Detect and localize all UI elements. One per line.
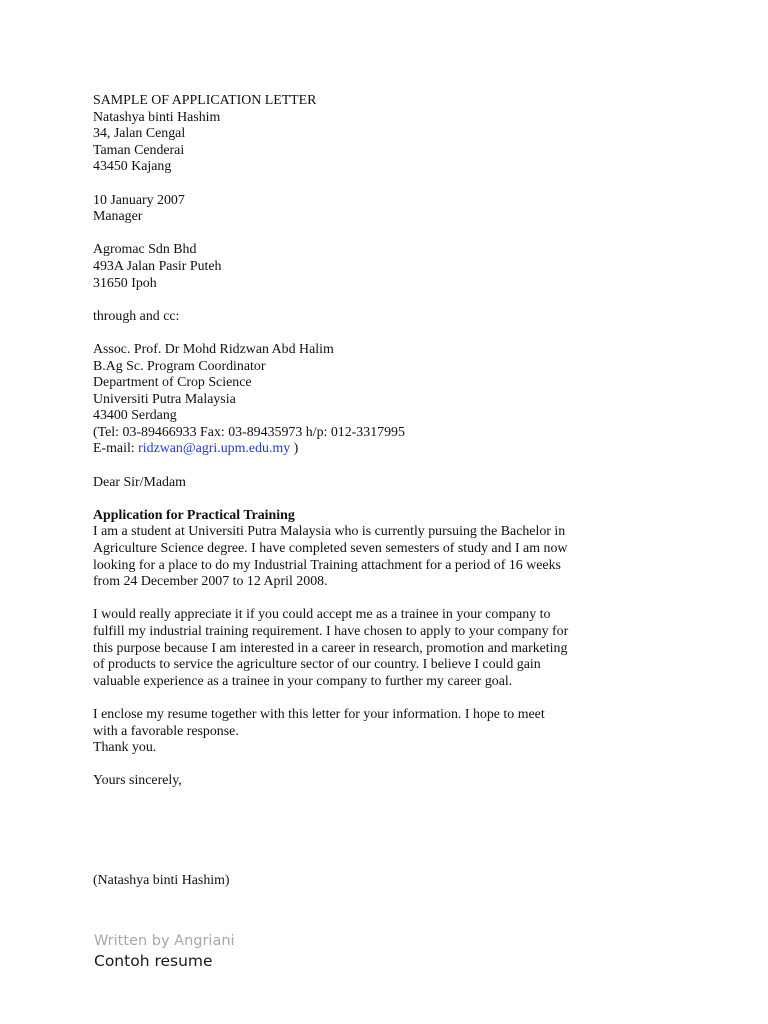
- document-footer: [94, 932, 235, 971]
- spacer: [93, 840, 623, 857]
- paragraph-line: this purpose because I am interested in a career in research, promotion and marketing: [93, 640, 568, 656]
- spacer: [93, 292, 623, 309]
- author-credit: Written by Angriani: [94, 933, 235, 949]
- spacer: [93, 226, 623, 243]
- salutation: Dear Sir/Madam: [93, 474, 186, 490]
- cc-name: Assoc. Prof. Dr Mohd Ridzwan Abd Halim: [93, 341, 334, 357]
- recipient-address-line: 31650 Ipoh: [93, 275, 157, 291]
- spacer: [93, 757, 623, 774]
- letter-heading: SAMPLE OF APPLICATION LETTER: [93, 93, 317, 108]
- spacer: [93, 690, 623, 707]
- paragraph-line: from 24 December 2007 to 12 April 2008.: [93, 574, 328, 590]
- spacer: [93, 823, 623, 840]
- paragraph-line: of products to service the agriculture sector of our country. I believe I could gain: [93, 657, 541, 673]
- cc-phone-line: (Tel: 03-89466933 Fax: 03-89435973 h/p: 012-3317995: [93, 424, 405, 440]
- cc-postcode: 43400 Serdang: [93, 408, 177, 424]
- paragraph-line: valuable experience as a trainee in your company to further my career goal.: [93, 673, 513, 689]
- cc-university: Universiti Putra Malaysia: [93, 391, 236, 407]
- email-prefix: E-mail:: [93, 441, 139, 457]
- cc-position: B.Ag Sc. Program Coordinator: [93, 358, 266, 374]
- spacer: [93, 458, 623, 475]
- closing: Yours sincerely,: [93, 773, 182, 789]
- spacer: [93, 790, 623, 807]
- paragraph-line: fulfill my industrial training requirement. I have chosen to apply to your company for: [93, 624, 569, 639]
- spacer: [93, 325, 623, 342]
- paragraph-line: I am a student at Universiti Putra Malaysia who is currently pursuing the Bachelor in: [93, 524, 566, 540]
- spacer: [93, 807, 623, 824]
- paragraph-line: looking for a place to do my Industrial Training attachment for a period of 16 weeks: [93, 557, 561, 573]
- letter-subject: Application for Practical Training: [93, 507, 295, 523]
- sender-address-line: 43450 Kajang: [93, 159, 172, 175]
- sender-name: Natashya binti Hashim: [93, 109, 221, 125]
- related-document-link[interactable]: Contoh resume: [94, 952, 213, 970]
- paragraph-line: with a favorable response.: [93, 723, 239, 739]
- recipient-address-line: 493A Jalan Pasir Puteh: [93, 258, 222, 274]
- sender-address-line: 34, Jalan Cengal: [93, 126, 186, 142]
- cc-email-line: [93, 441, 623, 458]
- email-link[interactable]: ridzwan@agri.upm.edu.my: [138, 441, 291, 457]
- letter-date: 10 January 2007: [93, 192, 185, 208]
- recipient-title: Manager: [93, 209, 143, 225]
- recipient-company: Agromac Sdn Bhd: [93, 242, 197, 258]
- cc-department: Department of Crop Science: [93, 375, 252, 391]
- email-suffix: ): [290, 441, 299, 457]
- thanks-line: Thank you.: [93, 740, 157, 756]
- spacer: [93, 176, 623, 193]
- sender-address-line: Taman Cenderai: [93, 142, 185, 158]
- paragraph-line: I would really appreciate it if you could accept me as a trainee in your company to: [93, 607, 551, 623]
- signature-name: (Natashya binti Hashim): [93, 872, 230, 888]
- spacer: [93, 491, 623, 508]
- through-label: through and cc:: [93, 308, 180, 324]
- application-letter: [93, 93, 623, 890]
- spacer: [93, 591, 623, 608]
- paragraph-line: I enclose my resume together with this letter for your information. I hope to meet: [93, 706, 545, 722]
- spacer: [93, 856, 623, 873]
- paragraph-line: Agriculture Science degree. I have completed seven semesters of study and I am now: [93, 541, 568, 557]
